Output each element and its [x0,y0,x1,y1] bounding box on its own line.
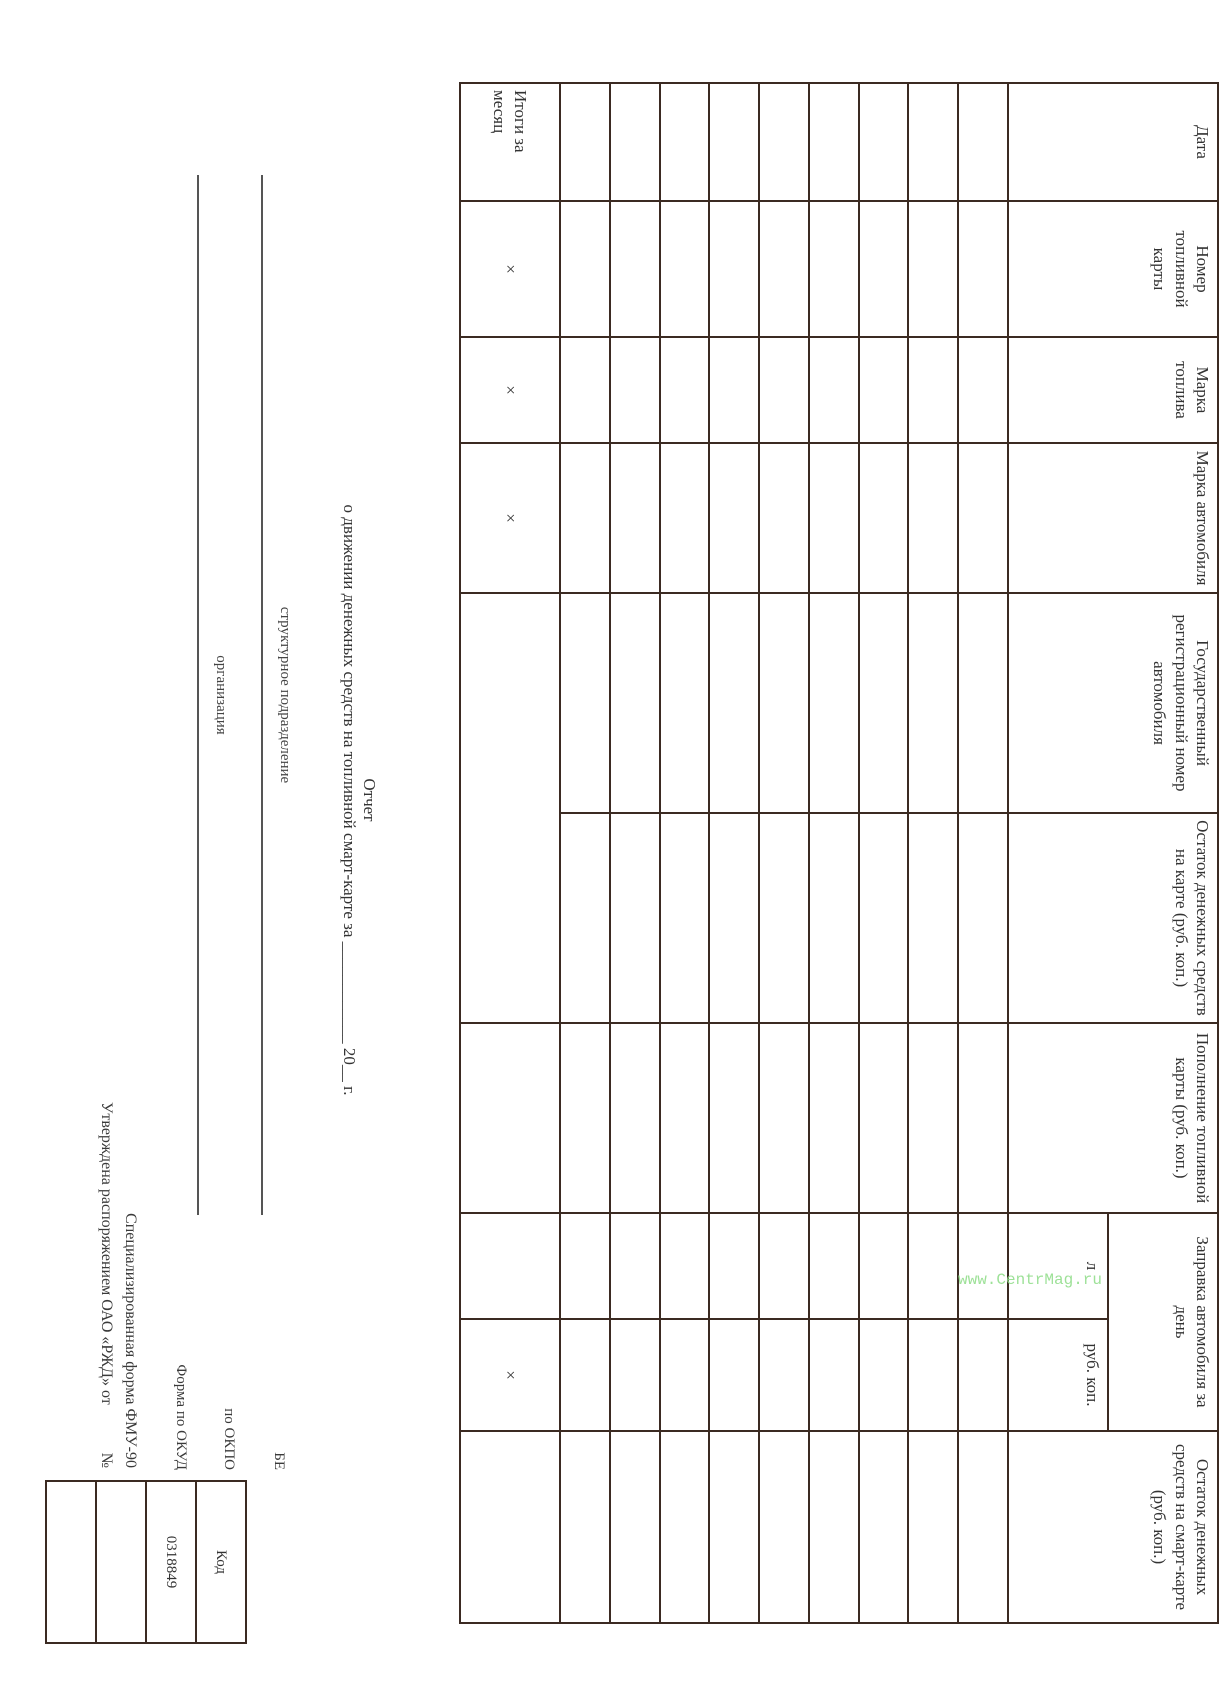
table-row [859,83,909,1623]
table-cell[interactable] [859,443,909,593]
table-row [660,83,710,1623]
header-balance-start: Остаток денежных средств на карте (руб. коп.) [1008,813,1218,1023]
table-cell[interactable] [610,83,660,201]
table-cell[interactable] [908,201,958,337]
table-cell[interactable] [709,337,759,443]
table-cell[interactable] [859,1023,909,1213]
table-cell[interactable] [709,1213,759,1319]
table-cell[interactable] [958,813,1008,1023]
table-cell[interactable] [709,1319,759,1431]
table-cell[interactable] [759,1319,809,1431]
table-cell[interactable] [560,1319,610,1431]
total-fuel-cross: × [460,337,560,443]
table-cell[interactable] [809,1213,859,1319]
table-cell[interactable] [958,1023,1008,1213]
table-cell[interactable] [709,813,759,1023]
table-cell[interactable] [759,813,809,1023]
table-cell[interactable] [809,593,859,813]
form-spec-line [121,1213,139,1468]
codes-header-cell: Код [196,1481,246,1643]
table-cell[interactable] [859,201,909,337]
be-code-cell [46,1481,96,1643]
table-row [908,83,958,1623]
table-cell[interactable] [759,201,809,337]
be-label: БЕ [271,1452,287,1470]
table-cell[interactable] [709,83,759,201]
approval-number-sign: № [98,1452,115,1468]
table-cell[interactable] [759,83,809,201]
table-cell[interactable] [660,337,710,443]
table-cell[interactable] [560,813,610,1023]
total-row [460,83,560,1623]
table-cell[interactable] [560,443,610,593]
codes-be-row [46,1481,96,1643]
header-state-number: Государственный регистрационный номер автомобиля [1008,593,1218,813]
header-fueling-group: Заправка автомобиля за день [1108,1213,1218,1431]
okud-label: Форма по ОКУД [173,1364,189,1470]
header-fueling-rub: руб. коп. [1008,1319,1108,1431]
table-cell[interactable] [958,1319,1008,1431]
table-cell[interactable] [809,83,859,201]
table-cell[interactable] [759,1023,809,1213]
table-cell[interactable] [610,1023,660,1213]
table-cell[interactable] [759,593,809,813]
table-cell[interactable] [809,813,859,1023]
header-car-brand: Марка автомобиля [1008,443,1218,593]
table-cell[interactable] [859,1319,909,1431]
table-cell[interactable] [660,1319,710,1431]
table-cell[interactable] [560,1431,610,1623]
main-table [459,82,1219,1624]
table-cell[interactable] [859,337,909,443]
table-cell[interactable] [908,813,958,1023]
table-cell[interactable] [759,443,809,593]
table-cell[interactable] [859,1431,909,1623]
total-liters-cell [460,1213,560,1319]
table-cell[interactable] [958,1213,1008,1319]
table-cell[interactable] [610,1319,660,1431]
okpo-code-cell [96,1481,146,1643]
table-cell[interactable] [908,1431,958,1623]
table-cell[interactable] [560,201,610,337]
header-fueling-liters: л [1008,1213,1108,1319]
codes-header-row [196,1481,246,1643]
codes-table [45,1480,247,1644]
report-title-line1: Отчет [360,778,379,822]
total-card-cross: × [460,201,560,337]
table-cell[interactable] [660,201,710,337]
table-cell[interactable] [908,337,958,443]
table-cell[interactable] [859,813,909,1023]
table-cell[interactable] [809,1023,859,1213]
table-cell[interactable] [958,337,1008,443]
table-cell[interactable] [560,83,610,201]
table-cell[interactable] [610,337,660,443]
form-spec-text: Специализированная форма ФМУ-90 [122,1213,139,1468]
table-cell[interactable] [610,813,660,1023]
organization-line [197,175,199,1215]
header-date: Дата [1008,83,1218,201]
table-cell[interactable] [560,593,610,813]
okud-code-cell: 0318849 [146,1481,196,1643]
table-cell[interactable] [859,593,909,813]
table-cell[interactable] [809,443,859,593]
okpo-label: по ОКПО [221,1408,237,1470]
table-cell[interactable] [709,201,759,337]
table-cell[interactable] [958,201,1008,337]
table-cell[interactable] [610,1213,660,1319]
total-car-cross: × [460,443,560,593]
table-cell[interactable] [859,1213,909,1319]
table-row [759,83,809,1623]
table-cell[interactable] [759,1213,809,1319]
table-cell[interactable] [709,593,759,813]
table-cell[interactable] [958,1431,1008,1623]
table-cell[interactable] [660,593,710,813]
table-cell[interactable] [908,1319,958,1431]
codes-okud-row [146,1481,196,1643]
total-replenishment-cell [460,1023,560,1213]
table-cell[interactable] [660,813,710,1023]
table-cell[interactable] [560,1023,610,1213]
table-cell[interactable] [809,201,859,337]
table-cell[interactable] [809,337,859,443]
table-row [809,83,859,1623]
table-cell[interactable] [709,1431,759,1623]
table-row [709,83,759,1623]
table-cell[interactable] [560,337,610,443]
table-cell[interactable] [809,1431,859,1623]
total-blank-cell [460,593,560,1023]
table-cell[interactable] [610,1431,660,1623]
table-cell[interactable] [759,1431,809,1623]
table-cell[interactable] [958,83,1008,201]
table-cell[interactable] [660,443,710,593]
header-replenishment: Пополнение топливной карты (руб. коп.) [1008,1023,1218,1213]
report-title-line2: о движении денежных средств на топливной смарт-карте за ____________ 20__ г. [340,504,359,1096]
codes-okpo-row [96,1481,146,1643]
header-row-1 [1108,83,1218,1623]
subdivision-line [261,175,263,1215]
table-cell[interactable] [610,201,660,337]
total-label-cell: Итоги за месяц [460,83,560,201]
table-cell[interactable] [709,443,759,593]
table-cell[interactable] [958,593,1008,813]
approval-line [97,1102,115,1468]
table-cell[interactable] [958,443,1008,593]
table-cell[interactable] [809,1319,859,1431]
table-cell[interactable] [610,593,660,813]
subdivision-caption: структурное подразделение [277,606,293,784]
table-cell[interactable] [759,337,809,443]
table-cell[interactable] [660,1431,710,1623]
table-cell[interactable] [859,83,909,201]
table-cell[interactable] [560,1213,610,1319]
total-balance-end-cell [460,1431,560,1623]
watermark-text: www.CentrMag.ru [957,1271,1103,1289]
table-cell[interactable] [660,1023,710,1213]
table-row [958,83,1008,1623]
header-balance-end: Остаток денежных средств на смарт-карте (руб. коп.) [1008,1431,1218,1623]
header-fuel-brand: Марка топлива [1008,337,1218,443]
table-cell[interactable] [908,1213,958,1319]
table-cell[interactable] [660,83,710,201]
table-cell[interactable] [709,1023,759,1213]
table-cell[interactable] [908,83,958,201]
table-cell[interactable] [908,593,958,813]
table-row [560,83,610,1623]
approval-text: Утверждена распоряжением ОАО «РЖД» от [98,1102,115,1405]
total-rub-cross: × [460,1319,560,1431]
table-cell[interactable] [610,443,660,593]
organization-caption: организация [213,655,229,735]
table-cell[interactable] [908,443,958,593]
main-table-wrapper [319,0,1212,1708]
table-cell[interactable] [908,1023,958,1213]
table-row [610,83,660,1623]
header-card-number: Номер топливной карты [1008,201,1218,337]
table-cell[interactable] [660,1213,710,1319]
